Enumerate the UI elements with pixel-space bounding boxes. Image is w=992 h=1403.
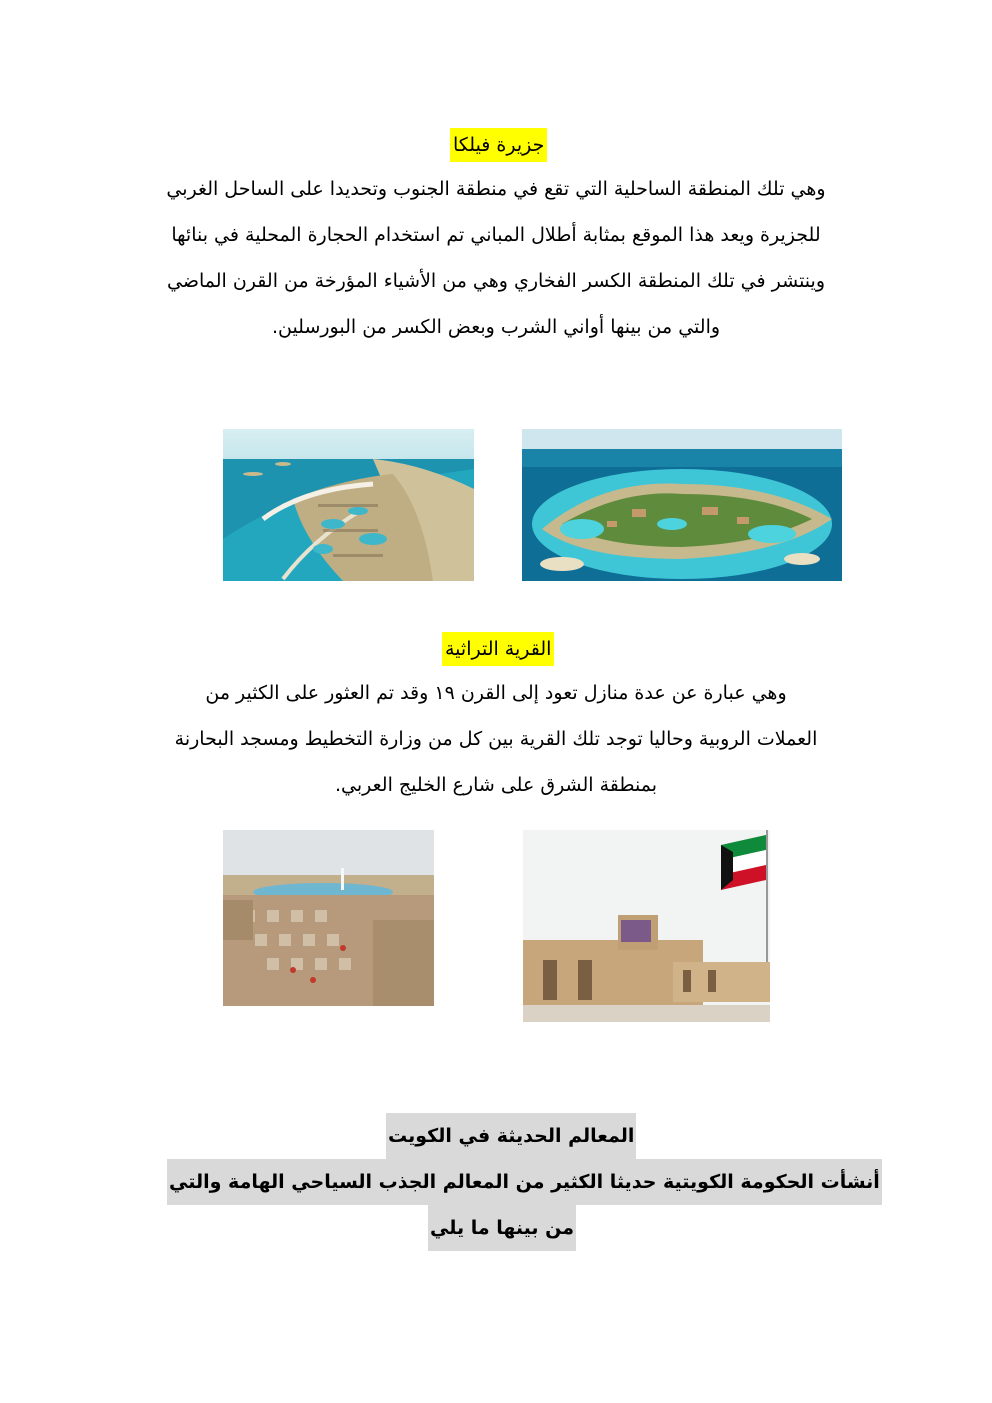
modern-landmarks-intro-line2: من بينها ما يلي [428,1205,576,1251]
section-title-failaka: جزيرة فيلكا [450,128,547,162]
paragraph-line: العملات الروبية وحاليا توجد تلك القرية بين كل من وزارة التخطيط ومسجد البحارنة [174,728,818,750]
section-title-heritage-village: القرية التراثية [442,632,554,666]
paragraph-line: بمنطقة الشرق على شارع الخليج العربي. [334,774,658,796]
modern-landmarks-intro-line1: أنشأت الحكومة الكويتية حديثا الكثير من المعالم الجذب السياحي الهامة والتي [167,1159,882,1205]
paragraph-line: للجزيرة ويعد هذا الموقع بمثابة أطلال المباني تم استخدام الحجارة المحلية في بنائها [171,224,821,246]
paragraph-line: وهي تلك المنطقة الساحلية التي تقع في منطقة الجنوب وتحديدا على الساحل الغربي [166,178,826,200]
section-title-modern-landmarks: المعالم الحديثة في الكويت [386,1113,636,1159]
aerial-resort-photo-right [522,429,842,581]
village-plaza-photo [223,830,434,1006]
village-street-flag-photo [523,830,770,1022]
paragraph-line: والتي من بينها أواني الشرب وبعض الكسر من البورسلين. [271,316,721,338]
paragraph-heritage-village [148,670,844,808]
aerial-island-photo-left [223,429,474,581]
paragraph-line: وهي عبارة عن عدة منازل تعود إلى القرن ١٩ وقد تم العثور على الكثير من [205,682,787,704]
paragraph-line: وينتشر في تلك المنطقة الكسر الفخاري وهي من الأشياء المؤرخة من القرن الماضي [167,270,825,292]
paragraph-failaka [148,166,844,350]
